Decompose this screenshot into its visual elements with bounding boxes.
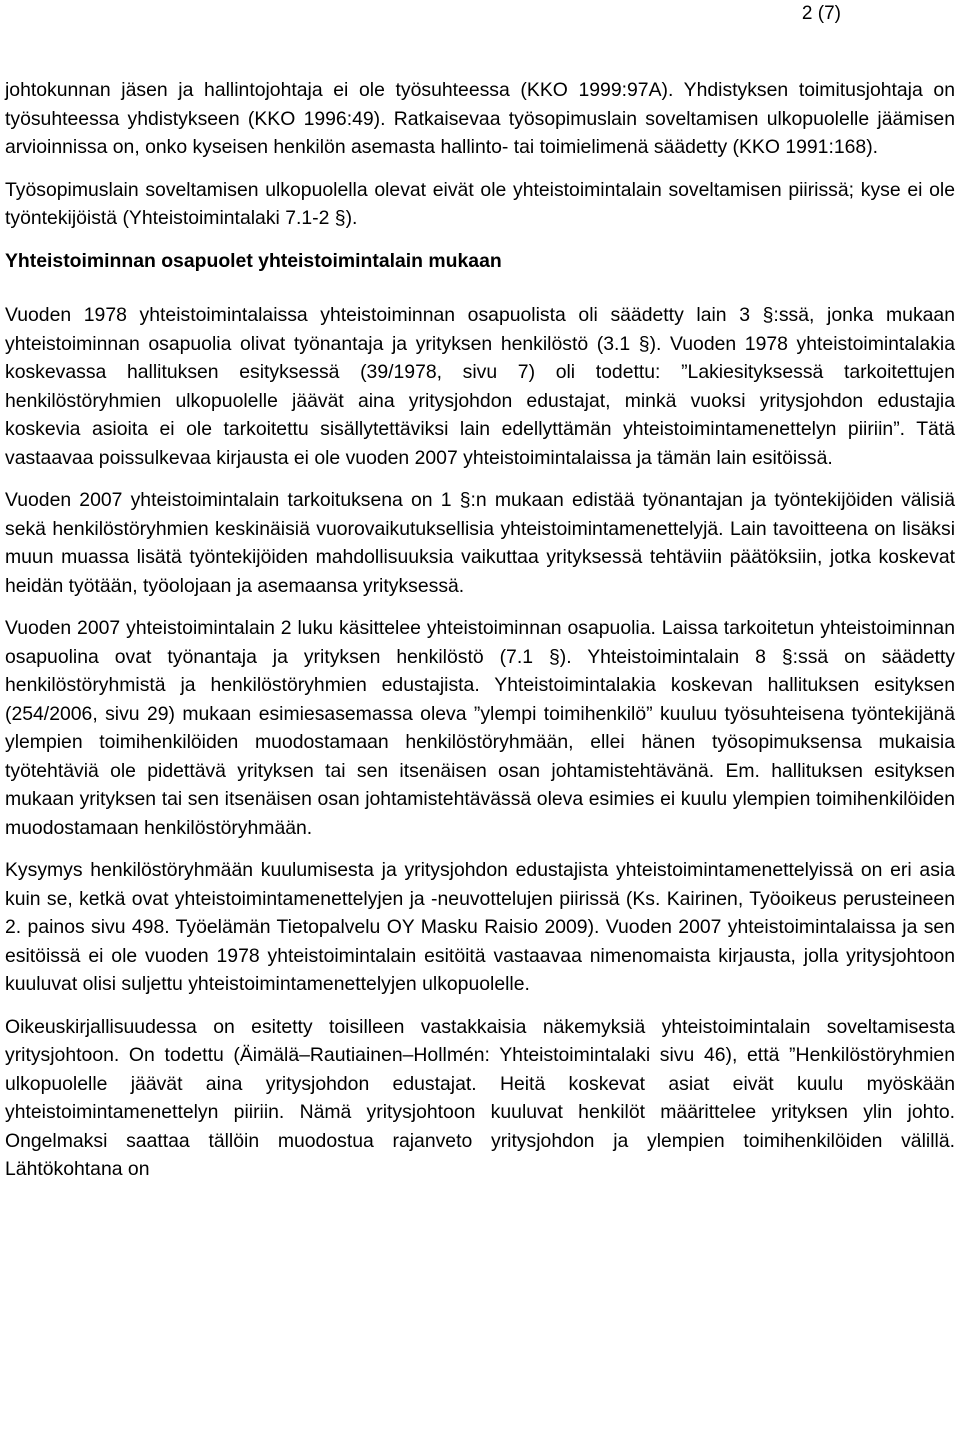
document-body <box>5 76 955 1198</box>
paragraph-1978-act: Vuoden 1978 yhteistoimintalaissa yhteistoiminnan osapuolista oli säädetty lain 3 §:ssä, jonka mukaan yhteistoiminnan osapuolia olivat työnantaja ja yrityksen henkilöstö (3.1 §). Vuoden 1978 yhteistoimintalakia koskevassa hallituksen esityksessä (39/1978, sivu 7) oli todettu: ”Lakiesityksessä tarkoitettujen henkilöstöryhmien ulkopuolelle jäävät aina yritysjohdon edustajat, minkä vuoksi yritysjohdon edustajia koskevia asioita ei ole tarkoitettu sisällytettäviksi lain edellyttämän yhteistoimintamenettelyn piiriin”. Tätä vastaavaa poissulkevaa kirjausta ei ole vuoden 2007 yhteistoimintalaissa ja tämän lain esitöissä. <box>5 304 955 469</box>
paragraph-employment-law-scope: Työsopimuslain soveltamisen ulkopuolella olevat eivät ole yhteistoimintalain soveltamisen piirissä; kyse ei ole työntekijöistä (Yhteistoimintalaki 7.1-2 §). <box>5 178 955 229</box>
paragraph-2007-act-parties: Vuoden 2007 yhteistoimintalain 2 luku käsittelee yhteistoiminnan osapuolia. Laissa tarkoitetun yhteistoiminnan osapuolina ovat työnantaja ja yrityksen henkilöstö (7.1 §). Yhteistoimintalain 8 §:ssä on säädetty henkilöstöryhmistä ja henkilöstöryhmien edustajista. Yhteistoimintalakia koskevan hallituksen esityksen (254/2006, sivu 29) mukaan esimiesasemassa oleva ”ylempi toimihenkilö” kuuluu työsuhteisena työntekijänä ylempien toimihenkilöiden muodostamaan henkilöstöryhmään, ellei hänen työsopimuksensa mukaisia työtehtäviä ole pidettävä yrityksen tai sen itsenäisen osan johtamistehtävänä. Em. hallituksen esityksen mukaan yrityksen tai sen itsenäisen osan johtamistehtävässä oleva esimies ei kuulu ylempien toimihenkilöiden muodostamaan henkilöstöryhmään. <box>5 617 955 839</box>
paragraph-personnel-groups: Kysymys henkilöstöryhmään kuulumisesta ja yritysjohdon edustajista yhteistoimintamenettelyissä on eri asia kuin se, ketkä ovat yhteistoimintamenettelyjen ja -neuvottelujen piirissä (Ks. Kairinen, Työoikeus perusteineen 2. painos sivu 498. Työelämän Tietopalvelu OY Masku Raisio 2009). Vuoden 2007 yhteistoimintalaissa ja sen esitöissä ei ole vuoden 1978 yhteistoimintalain esitöitä vastaavaa nimenomaista kirjausta, jolla yritysjohtoon kuuluvat olisi suljettu yhteistoimintamenettelyjen ulkopuolelle. <box>5 859 955 995</box>
paragraph-2007-act-purpose: Vuoden 2007 yhteistoimintalain tarkoituksena on 1 §:n mukaan edistää työnantajan ja työntekijöiden välisiä sekä henkilöstöryhmien keskinäisiä vuorovaikutuksellisia yhteistoimintamenettelyjä. Lain tavoitteena on lisäksi muun muassa lisätä työntekijöiden mahdollisuuksia vaikuttaa yrityksessä tehtäviin päätöksiin, jotka koskevat heidän työtään, työolojaan ja asemaansa yrityksessä. <box>5 489 955 597</box>
page-number: 2 (7) <box>801 3 841 24</box>
paragraph-legal-literature: Oikeuskirjallisuudessa on esitetty toisilleen vastakkaisia näkemyksiä yhteistoimintalain soveltamisesta yritysjohtoon. On todettu (Äimälä–Rautiainen–Hollmén: Yhteistoimintalaki sivu 46), että ”Henkilöstöryhmien ulkopuolelle jäävät aina yritysjohdon edustajat. Heitä koskevat asiat eivät kuulu myöskään yhteistoimintamenettelyn piiriin. Nämä yritysjohtoon kuuluvat henkilöt määrittelee yrityksen ylin johto. Ongelmaksi saattaa tällöin muodostua rajanveto yritysjohdon ja ylempien toimihenkilöiden välillä. Lähtökohtana on <box>5 1015 955 1180</box>
paragraph-board-members: johtokunnan jäsen ja hallintojohtaja ei ole työsuhteessa (KKO 1999:97A). Yhdistyksen toimitusjohtaja on työsuhteessa yhdistykseen (KKO 1996:49). Ratkaisevaa työsopimuslain soveltamisen ulkopuolelle jäämisen arvioinnissa on, onko kyseisen henkilön asemasta hallinto- tai toimielimenä säädetty (KKO 1991:168). <box>5 79 955 158</box>
section-heading: Yhteistoiminnan osapuolet yhteistoimintalain mukaan <box>5 249 502 272</box>
